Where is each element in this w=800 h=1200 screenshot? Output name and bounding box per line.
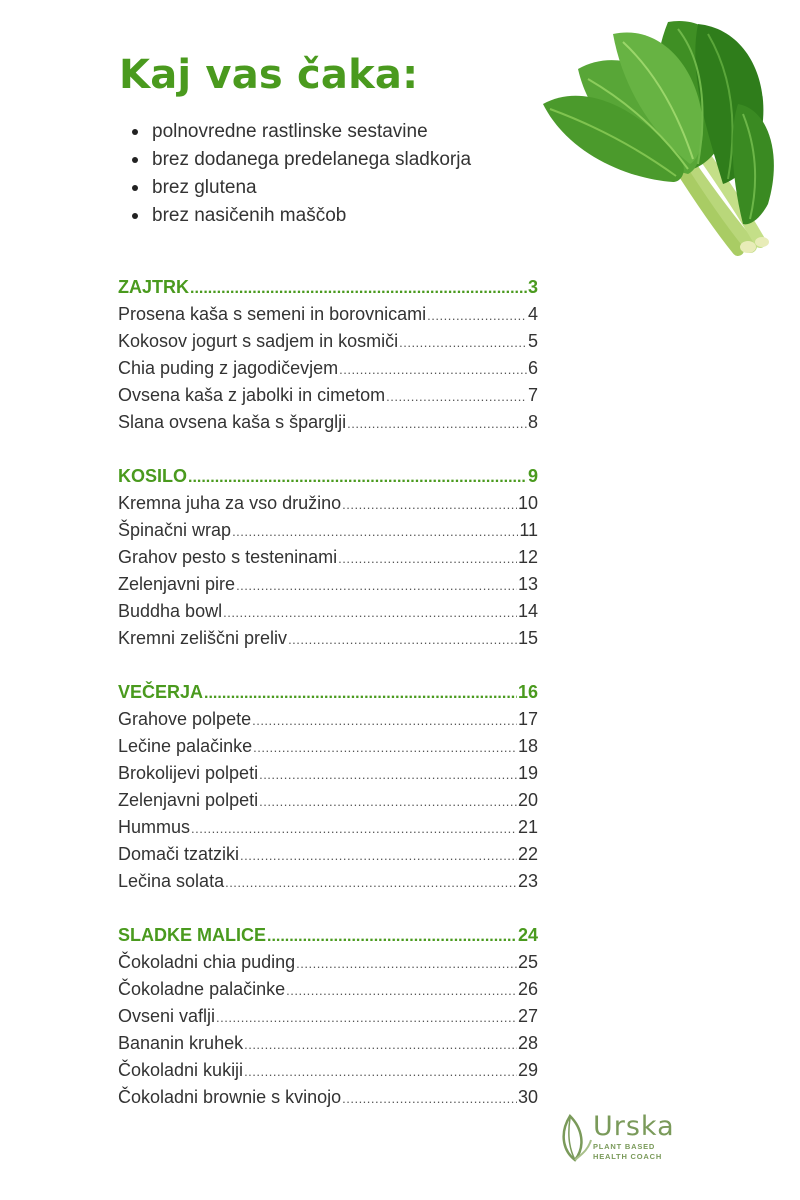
leader-dots <box>347 416 527 431</box>
toc-page-number: 9 <box>527 466 538 486</box>
toc-heading[interactable] <box>118 466 538 493</box>
leader-dots <box>386 389 527 404</box>
toc-heading-label: KOSILO <box>118 466 188 486</box>
toc-page-number: 6 <box>527 358 538 378</box>
toc-page-number: 10 <box>517 493 538 513</box>
toc-entry-label: Bananin kruhek <box>118 1033 244 1053</box>
toc-entry-label: Čokoladne palačinke <box>118 979 286 999</box>
toc-page-number: 14 <box>517 601 538 621</box>
toc-page-number: 7 <box>527 385 538 405</box>
toc-heading[interactable] <box>118 925 538 952</box>
toc-entry[interactable] <box>118 412 538 439</box>
feature-item: brez dodanega predelanega sladkorja <box>130 146 471 174</box>
toc-entry-label: Špinačni wrap <box>118 520 232 540</box>
toc-section-sladke-malice <box>118 925 538 1114</box>
feature-list <box>130 118 471 230</box>
leader-dots <box>288 632 517 647</box>
toc-entry-label: Lečine palačinke <box>118 736 253 756</box>
toc-entry[interactable] <box>118 709 538 736</box>
toc-page-number: 20 <box>517 790 538 810</box>
toc-entry-label: Čokoladni chia puding <box>118 952 296 972</box>
toc-page-number: 27 <box>517 1006 538 1026</box>
feature-item: brez glutena <box>130 174 471 202</box>
toc-entry[interactable] <box>118 304 538 331</box>
feature-item: polnovredne rastlinske sestavine <box>130 118 471 146</box>
toc-entry[interactable] <box>118 331 538 358</box>
toc-heading[interactable] <box>118 682 538 709</box>
toc-page-number: 23 <box>517 871 538 891</box>
toc-page-number: 29 <box>517 1060 538 1080</box>
page-title: Kaj vas čaka: <box>119 52 419 98</box>
toc-entry-label: Kokosov jogurt s sadjem in kosmiči <box>118 331 399 351</box>
logo-name: Urska <box>593 1111 675 1142</box>
leader-dots <box>296 956 517 971</box>
toc-entry-label: Ovseni vaflji <box>118 1006 216 1026</box>
toc-entry-label: Ovsena kaša z jabolki in cimetom <box>118 385 386 405</box>
toc-entry[interactable] <box>118 736 538 763</box>
leader-dots <box>244 1064 517 1079</box>
toc-page-number: 12 <box>517 547 538 567</box>
toc-page-number: 15 <box>517 628 538 648</box>
toc-page-number: 17 <box>517 709 538 729</box>
toc-entry[interactable] <box>118 817 538 844</box>
leader-dots <box>244 1037 517 1052</box>
brand-logo <box>558 1110 678 1166</box>
toc-page-number: 18 <box>517 736 538 756</box>
toc-page-number: 16 <box>517 682 538 702</box>
toc-entry[interactable] <box>118 1033 538 1060</box>
leaf-logo-icon <box>558 1110 592 1164</box>
leader-dots <box>267 928 517 946</box>
leader-dots <box>216 1010 517 1025</box>
toc-page-number: 4 <box>527 304 538 324</box>
leader-dots <box>232 524 518 539</box>
toc-entry-label: Čokoladni kukiji <box>118 1060 244 1080</box>
leader-dots <box>338 551 517 566</box>
leader-dots <box>342 1091 517 1106</box>
toc-page-number: 5 <box>527 331 538 351</box>
toc-entry[interactable] <box>118 952 538 979</box>
toc-page-number: 30 <box>517 1087 538 1107</box>
toc-page-number: 3 <box>527 277 538 297</box>
toc-entry-label: Kremna juha za vso družino <box>118 493 342 513</box>
leader-dots <box>339 362 527 377</box>
leader-dots <box>253 740 517 755</box>
toc-page-number: 25 <box>517 952 538 972</box>
toc-entry[interactable] <box>118 844 538 871</box>
toc-heading-label: SLADKE MALICE <box>118 925 266 945</box>
toc-entry[interactable] <box>118 385 538 412</box>
leader-dots <box>188 469 527 487</box>
toc-entry-label: Kremni zeliščni preliv <box>118 628 288 648</box>
leader-dots <box>191 821 517 836</box>
toc-entry[interactable] <box>118 871 538 898</box>
toc-heading-label: VEČERJA <box>118 682 204 702</box>
toc-page-number: 24 <box>517 925 538 945</box>
toc-entry[interactable] <box>118 979 538 1006</box>
toc-entry-label: Buddha bowl <box>118 601 223 621</box>
toc-section-vecerja <box>118 682 538 898</box>
toc-section-kosilo <box>118 466 538 655</box>
leader-dots <box>204 685 517 703</box>
toc-entry-label: Zelenjavni polpeti <box>118 790 259 810</box>
toc-section-zajtrk <box>118 277 538 439</box>
leader-dots <box>236 578 517 593</box>
leader-dots <box>240 848 517 863</box>
toc-entry-label: Grahov pesto s testeninami <box>118 547 338 567</box>
leader-dots <box>223 605 517 620</box>
leader-dots <box>427 308 527 323</box>
leader-dots <box>190 280 527 298</box>
logo-tagline-line2: HEALTH COACH <box>593 1152 663 1161</box>
toc-entry[interactable] <box>118 601 538 628</box>
toc-entry-label: Čokoladni brownie s kvinojo <box>118 1087 342 1107</box>
leader-dots <box>286 983 517 998</box>
table-of-contents <box>118 277 538 1141</box>
toc-entry[interactable] <box>118 763 538 790</box>
toc-entry-label: Hummus <box>118 817 191 837</box>
toc-entry-label: Zelenjavni pire <box>118 574 236 594</box>
toc-entry[interactable] <box>118 1006 538 1033</box>
toc-entry[interactable] <box>118 1060 538 1087</box>
toc-page-number: 22 <box>517 844 538 864</box>
logo-text <box>593 1112 675 1162</box>
toc-entry[interactable] <box>118 1087 538 1114</box>
spinach-bunch-icon <box>538 14 788 259</box>
leader-dots <box>252 713 517 728</box>
leader-dots <box>259 794 517 809</box>
toc-heading[interactable] <box>118 277 538 304</box>
toc-entry-label: Lečina solata <box>118 871 225 891</box>
toc-entry[interactable] <box>118 574 538 601</box>
toc-entry[interactable] <box>118 790 538 817</box>
toc-page-number: 28 <box>517 1033 538 1053</box>
toc-entry-label: Domači tzatziki <box>118 844 240 864</box>
toc-page-number: 26 <box>517 979 538 999</box>
toc-entry[interactable] <box>118 628 538 655</box>
leader-dots <box>342 497 517 512</box>
leader-dots <box>399 335 527 350</box>
feature-item: brez nasičenih maščob <box>130 202 471 230</box>
toc-entry[interactable] <box>118 520 538 547</box>
toc-entry[interactable] <box>118 493 538 520</box>
toc-page-number: 13 <box>517 574 538 594</box>
toc-entry-label: Slana ovsena kaša s šparglji <box>118 412 347 432</box>
logo-tagline-line1: PLANT BASED <box>593 1142 656 1151</box>
toc-entry-label: Grahove polpete <box>118 709 252 729</box>
toc-page-number: 21 <box>517 817 538 837</box>
toc-page-number: 8 <box>527 412 538 432</box>
toc-heading-label: ZAJTRK <box>118 277 189 297</box>
toc-entry-label: Prosena kaša s semeni in borovnicami <box>118 304 427 324</box>
toc-page-number: 11 <box>519 520 538 540</box>
leader-dots <box>225 875 517 890</box>
toc-entry-label: Chia puding z jagodičevjem <box>118 358 339 378</box>
leader-dots <box>259 767 517 782</box>
toc-page-number: 19 <box>517 763 538 783</box>
toc-entry-label: Brokolijevi polpeti <box>118 763 259 783</box>
toc-entry[interactable] <box>118 547 538 574</box>
toc-entry[interactable] <box>118 358 538 385</box>
